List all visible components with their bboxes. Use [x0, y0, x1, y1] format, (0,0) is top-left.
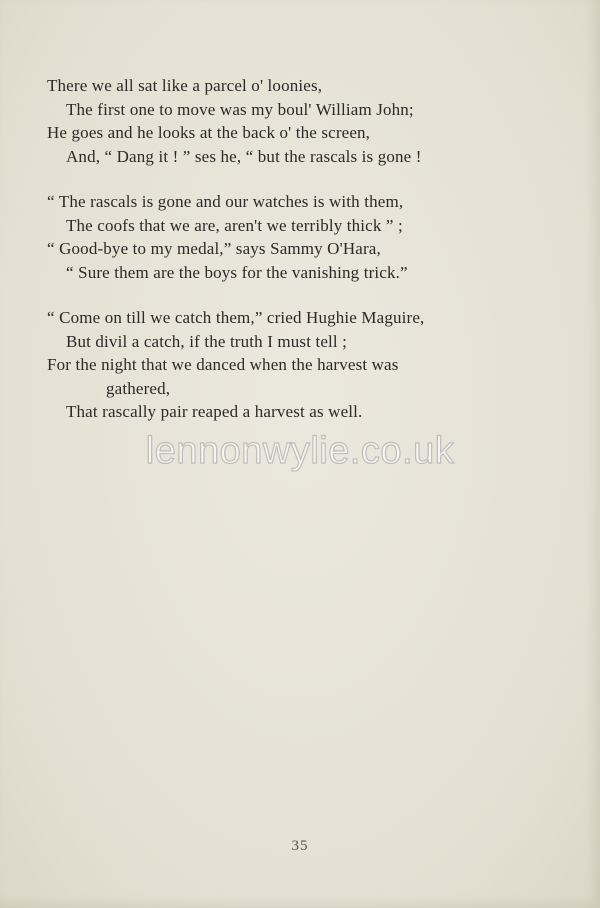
poem-line: “ Sure them are the boys for the vanishing trick.” [66, 262, 408, 282]
poem-line-continuation: gathered, [106, 378, 171, 398]
poem-line: The coofs that we are, aren't we terribly thick ” ; [66, 215, 403, 235]
poem-line: “ Good-bye to my medal,” says Sammy O'Hara, [47, 239, 381, 258]
poem-line: That rascally pair reaped a harvest as well. [66, 402, 363, 421]
poem-line: And, “ Dang it ! ” ses he, “ but the rascals is gone ! [66, 146, 422, 166]
poem-line: The first one to move was my boul' William John; [66, 99, 414, 119]
poem-line: There we all sat like a parcel o' loonies, [47, 76, 323, 95]
poem-line: But divil a catch, if the truth I must tell ; [66, 331, 348, 351]
watermark: lennonwylie.co.uk [145, 430, 455, 472]
page-number: 35 [291, 838, 309, 854]
poem-line: He goes and he looks at the back o' the screen, [47, 123, 371, 142]
stanza-1 [0, 74, 600, 168]
stanza-2 [0, 190, 600, 284]
poem-line: “ The rascals is gone and our watches is with them, [47, 192, 404, 211]
poem-line: For the night that we danced when the harvest was [47, 355, 399, 374]
poem-line: “ Come on till we catch them,” cried Hughie Maguire, [47, 308, 425, 327]
stanza-3 [0, 306, 600, 424]
poem-body [0, 74, 600, 446]
